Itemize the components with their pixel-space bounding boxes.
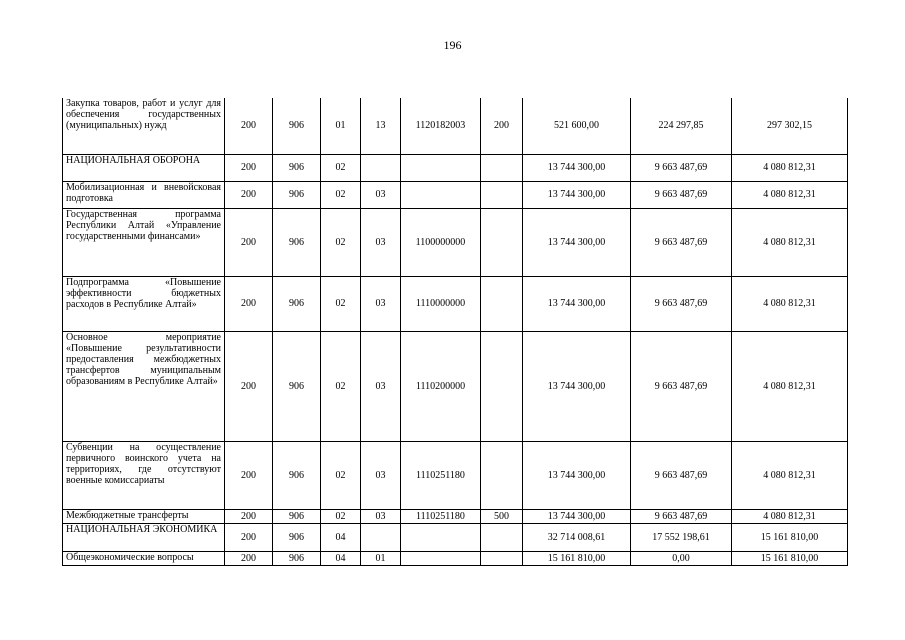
amount-cell: 32 714 008,61 bbox=[523, 523, 631, 551]
code-cell: 906 bbox=[273, 523, 321, 551]
code-cell: 200 bbox=[225, 208, 273, 276]
code-cell: 02 bbox=[321, 441, 361, 509]
code-cell: 03 bbox=[361, 276, 401, 331]
amount-cell: 224 297,85 bbox=[631, 98, 732, 154]
amount-cell: 9 663 487,69 bbox=[631, 276, 732, 331]
table-row bbox=[63, 208, 848, 276]
amount-cell: 9 663 487,69 bbox=[631, 331, 732, 441]
row-name: Субвенции на осуществление первичного воинского учета на территориях, где отсутствуют военные комиссариаты bbox=[63, 441, 225, 509]
code-cell: 200 bbox=[225, 523, 273, 551]
amount-cell: 13 744 300,00 bbox=[523, 441, 631, 509]
code-cell: 906 bbox=[273, 441, 321, 509]
amount-cell: 9 663 487,69 bbox=[631, 154, 732, 181]
code-cell bbox=[481, 181, 523, 208]
row-name: Общеэкономические вопросы bbox=[63, 551, 225, 565]
code-cell: 03 bbox=[361, 509, 401, 523]
code-cell bbox=[361, 523, 401, 551]
code-cell: 02 bbox=[321, 276, 361, 331]
code-cell bbox=[401, 523, 481, 551]
code-cell: 906 bbox=[273, 509, 321, 523]
amount-cell: 13 744 300,00 bbox=[523, 208, 631, 276]
row-name: Государственная программа Республики Алтай «Управление государственными финансами» bbox=[63, 208, 225, 276]
code-cell: 200 bbox=[225, 154, 273, 181]
amount-cell: 4 080 812,31 bbox=[732, 276, 848, 331]
code-cell bbox=[481, 331, 523, 441]
table-row bbox=[63, 154, 848, 181]
code-cell: 03 bbox=[361, 181, 401, 208]
row-name: НАЦИОНАЛЬНАЯ ОБОРОНА bbox=[63, 154, 225, 181]
amount-cell: 521 600,00 bbox=[523, 98, 631, 154]
amount-cell: 4 080 812,31 bbox=[732, 509, 848, 523]
amount-cell: 4 080 812,31 bbox=[732, 441, 848, 509]
amount-cell: 13 744 300,00 bbox=[523, 181, 631, 208]
code-cell: 03 bbox=[361, 441, 401, 509]
amount-cell: 15 161 810,00 bbox=[732, 523, 848, 551]
table-row bbox=[63, 331, 848, 441]
code-cell: 01 bbox=[321, 98, 361, 154]
code-cell: 906 bbox=[273, 276, 321, 331]
table-row bbox=[63, 509, 848, 523]
row-name: Основное мероприятие «Повышение результативности предоставления межбюджетных трансфертов муниципальным образованиям в Республике Алтай» bbox=[63, 331, 225, 441]
table-row bbox=[63, 551, 848, 565]
code-cell: 906 bbox=[273, 98, 321, 154]
amount-cell: 15 161 810,00 bbox=[732, 551, 848, 565]
page-number: 196 bbox=[443, 38, 462, 52]
code-cell: 03 bbox=[361, 208, 401, 276]
amount-cell: 13 744 300,00 bbox=[523, 154, 631, 181]
amount-cell: 13 744 300,00 bbox=[523, 509, 631, 523]
table-row bbox=[63, 181, 848, 208]
code-cell: 02 bbox=[321, 509, 361, 523]
amount-cell: 297 302,15 bbox=[732, 98, 848, 154]
amount-cell: 4 080 812,31 bbox=[732, 181, 848, 208]
code-cell: 906 bbox=[273, 154, 321, 181]
code-cell: 1110251180 bbox=[401, 441, 481, 509]
code-cell bbox=[401, 551, 481, 565]
code-cell: 02 bbox=[321, 154, 361, 181]
table-row bbox=[63, 441, 848, 509]
code-cell bbox=[361, 154, 401, 181]
amount-cell: 9 663 487,69 bbox=[631, 181, 732, 208]
code-cell: 200 bbox=[225, 509, 273, 523]
amount-cell: 13 744 300,00 bbox=[523, 331, 631, 441]
amount-cell: 4 080 812,31 bbox=[732, 154, 848, 181]
code-cell bbox=[401, 154, 481, 181]
code-cell: 1110200000 bbox=[401, 331, 481, 441]
amount-cell: 9 663 487,69 bbox=[631, 509, 732, 523]
code-cell: 906 bbox=[273, 181, 321, 208]
code-cell: 02 bbox=[321, 181, 361, 208]
code-cell bbox=[481, 276, 523, 331]
code-cell bbox=[481, 441, 523, 509]
code-cell: 1110000000 bbox=[401, 276, 481, 331]
code-cell: 1100000000 bbox=[401, 208, 481, 276]
row-name: Мобилизационная и вневойсковая подготовка bbox=[63, 181, 225, 208]
code-cell: 03 bbox=[361, 331, 401, 441]
code-cell bbox=[481, 208, 523, 276]
code-cell bbox=[481, 551, 523, 565]
code-cell: 02 bbox=[321, 208, 361, 276]
code-cell: 1110251180 bbox=[401, 509, 481, 523]
code-cell: 200 bbox=[225, 98, 273, 154]
code-cell: 04 bbox=[321, 551, 361, 565]
code-cell: 500 bbox=[481, 509, 523, 523]
amount-cell: 0,00 bbox=[631, 551, 732, 565]
code-cell: 906 bbox=[273, 551, 321, 565]
table-row bbox=[63, 523, 848, 551]
code-cell: 906 bbox=[273, 331, 321, 441]
amount-cell: 4 080 812,31 bbox=[732, 331, 848, 441]
amount-cell: 15 161 810,00 bbox=[523, 551, 631, 565]
amount-cell: 4 080 812,31 bbox=[732, 208, 848, 276]
code-cell bbox=[481, 523, 523, 551]
row-name: НАЦИОНАЛЬНАЯ ЭКОНОМИКА bbox=[63, 523, 225, 551]
code-cell: 906 bbox=[273, 208, 321, 276]
code-cell: 200 bbox=[225, 181, 273, 208]
code-cell: 04 bbox=[321, 523, 361, 551]
code-cell: 200 bbox=[225, 276, 273, 331]
code-cell bbox=[401, 181, 481, 208]
code-cell: 1120182003 bbox=[401, 98, 481, 154]
code-cell: 200 bbox=[225, 331, 273, 441]
code-cell: 02 bbox=[321, 331, 361, 441]
code-cell bbox=[481, 154, 523, 181]
table-row bbox=[63, 276, 848, 331]
code-cell: 200 bbox=[481, 98, 523, 154]
code-cell: 200 bbox=[225, 441, 273, 509]
amount-cell: 17 552 198,61 bbox=[631, 523, 732, 551]
code-cell: 01 bbox=[361, 551, 401, 565]
row-name: Межбюджетные трансферты bbox=[63, 509, 225, 523]
code-cell: 200 bbox=[225, 551, 273, 565]
row-name: Подпрограмма «Повышение эффективности бюджетных расходов в Республике Алтай» bbox=[63, 276, 225, 331]
amount-cell: 13 744 300,00 bbox=[523, 276, 631, 331]
table-row bbox=[63, 98, 848, 154]
code-cell: 13 bbox=[361, 98, 401, 154]
budget-table bbox=[62, 98, 848, 566]
row-name: Закупка товаров, работ и услуг для обеспечения государственных (муниципальных) нужд bbox=[63, 98, 225, 154]
amount-cell: 9 663 487,69 bbox=[631, 208, 732, 276]
amount-cell: 9 663 487,69 bbox=[631, 441, 732, 509]
